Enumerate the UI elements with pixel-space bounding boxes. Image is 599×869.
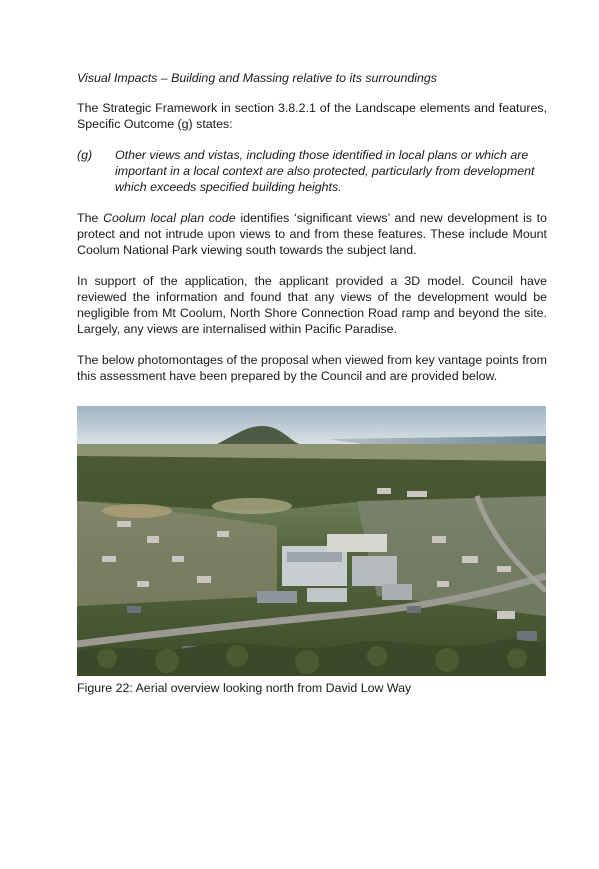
- section-heading: Visual Impacts – Building and Massing relative to its surroundings: [77, 71, 437, 85]
- coolum-plan-paragraph: [77, 210, 547, 258]
- photomontage-intro-paragraph: The below photomontages of the proposal when viewed from key vantage points from this assessment have been prepared by the Council and are provided below.: [77, 353, 547, 383]
- application-support-paragraph: In support of the application, the applicant provided a 3D model. Council have reviewed the information and found that any views of the development would be negligible from Mt Coolum, North Shore Connection Road ramp and beyond the site. Largely, any views are internalised within Pacific Paradise.: [77, 274, 547, 336]
- specific-outcome-clause: [77, 147, 547, 195]
- aerial-overview-image: [77, 406, 546, 676]
- coolum-plan-code-emphasis: Coolum local plan code: [103, 211, 236, 225]
- strategic-framework-paragraph: The Strategic Framework in section 3.8.2.1 of the Landscape elements and features, Specific Outcome (g) states:: [77, 101, 547, 131]
- clause-text: Other views and vistas, including those identified in local plans or which are important in a local context are also protected, particularly from development which exceeds specified building heights.: [115, 148, 535, 194]
- para2-text-after: identifies ‘significant views’ and new development is to protect and not intrude upon views to and from these features. These include Mount Coolum National Park viewing south towards the subject land.: [77, 211, 547, 257]
- figure-caption: Figure 22: Aerial overview looking north from David Low Way: [77, 681, 412, 695]
- clause-label: (g): [77, 148, 93, 162]
- aerial-photo-figure: [77, 406, 546, 676]
- document-body: [77, 70, 547, 399]
- para2-text-before: The: [77, 211, 104, 225]
